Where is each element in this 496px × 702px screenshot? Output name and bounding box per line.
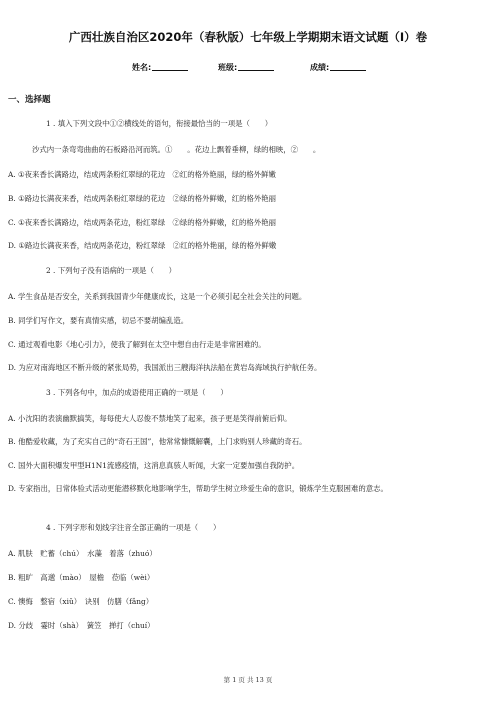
q2-stem: 2 . 下列句子没有语病的一项是（ ） [46,266,177,275]
q1-option-b: B. ①路边长满夜来香，结成两条粉红翠绿的花边 ②绿的格外鲜嫩，红的格外艳丽 [8,194,277,203]
q2-option-b: B. 同学们写作文，要有真情实感，切忌不要胡编乱造。 [8,316,189,325]
q3-option-d: D. 专家指出，日常体验式活动更能潜移默化地影响学生，帮助学生树立珍爱生命的意识，锻炼学生克服困难的意志。 [8,484,388,493]
q4-option-b: B. 粗旷 高邈（mào） 屋檐 莅临（wèi） [8,573,155,582]
name-blank [152,62,188,71]
class-blank [238,62,274,71]
q3-option-a: A. 小沈阳的表演幽默搞笑，每每使大人忍俊不禁地笑了起来，孩子更是笑得前俯后仰。 [8,414,292,423]
q1-option-a: A. ①夜来香长满路边，结成两条粉红翠绿的花边 ②红的格外艳丽，绿的格外鲜嫩 [8,170,276,179]
q2-option-a: A. 学生食品是否安全，关系到我国青少年健康成长，这是一个必须引起全社会关注的问题。 [8,292,307,301]
name-label: 姓名: [132,63,152,72]
q3-stem: 3 . 下列各句中，加点的成语使用正确的一项是（ ） [46,388,228,397]
q2-option-c: C. 通过观看电影《地心引力》，使我了解到在太空中想自由行走是非常困难的。 [8,340,266,349]
q3-option-b: B. 他酷爱收藏，为了充实自己的“奇石王国”，他常常慷慨解囊，上门求购别人珍藏的奇石。 [8,437,307,446]
q4-option-c: C. 懊悔 整宿（xiǔ） 诀别 仿膳（fǎng） [8,597,154,606]
page-title: 广西壮族自治区2020年（春秋版）七年级上学期期末语文试题（I）卷 [68,30,428,44]
q1-passage: 沙式内一条弯弯曲曲的石板路沿河而筑。① 。花边上飘着垂柳，绿的相映，② 。 [32,145,321,154]
q3-option-c: C. 国外大面积爆发甲型H1N1流感疫情，这消息真骇人听闻，大家一定要加强自我防护。 [8,461,300,470]
class-field [218,62,274,73]
score-blank [330,62,366,71]
q1-option-c: C. ①夜来香长满路边，结成两条花边，粉红翠绿 ②绿的格外鲜嫩，红的格外艳丽 [8,218,277,227]
name-field [132,62,188,73]
page-footer: 第 1 页 共 13 页 [223,676,273,684]
class-label: 班级: [218,63,238,72]
q1-stem: 1 . 填入下列文段中①②横线处的语句，衔接最恰当的一项是（ ） [46,119,273,128]
q4-option-d: D. 分歧 霎时（shà） 簧笠 掸打（chuí） [8,621,155,630]
q4-stem: 4 . 下列字形和划线字注音全部正确的一项是（ ） [46,523,221,532]
section-heading: 一、选择题 [8,95,51,105]
score-label: 成绩: [310,63,330,72]
q4-option-a: A. 肌肤 贮蓄（chú） 水藻 着落（zhuó） [8,549,157,558]
q1-option-d: D. ①路边长满夜来香，结成两条花边，粉红翠绿 ②红的格外艳丽，绿的格外鲜嫩 [8,241,277,250]
q2-option-d: D. 为应对南海地区不断升级的紧张局势，我国派出三艘海洋执法船在黄岩岛海域执行护航任务。 [8,363,322,372]
score-field [310,62,366,73]
